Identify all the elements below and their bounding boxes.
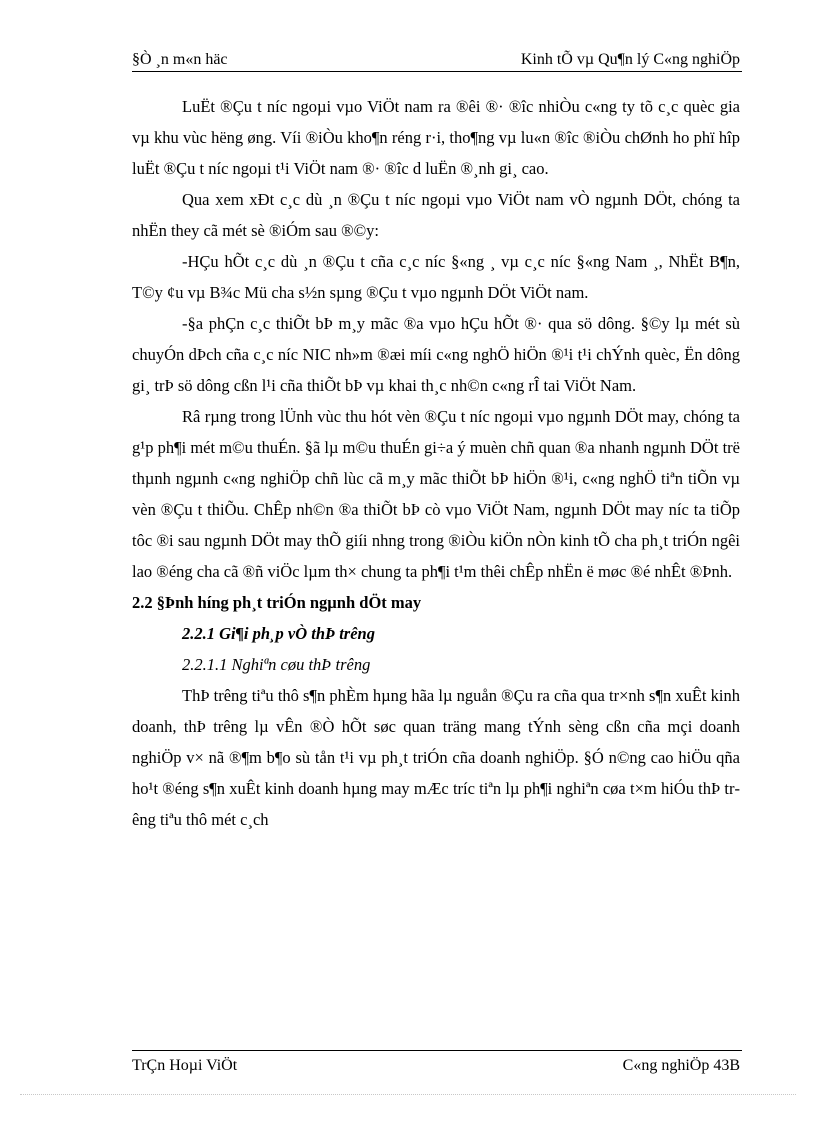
page-break-line [20, 1094, 796, 1095]
paragraph-3: -HÇu hÕt c¸c dù ¸n ®Çu t cña c¸c níc §«ng ¸ vµ c¸c níc §«ng Nam ¸, NhËt B¶n, T©y ¢u vµ B¾c Mü cha s½n sµng ®Çu t vµo ngµnh DÖt ViÖt nam. [132, 252, 740, 302]
page-body [132, 91, 740, 835]
subsection-heading: 2.2.1 Gi¶i ph¸p vÒ thÞ trêng [182, 624, 375, 643]
header-rule [132, 71, 742, 72]
paragraph-5: Râ rµng trong lÜnh vùc thu hót vèn ®Çu t níc ngoµi vµo ngµnh DÖt may, chóng ta g¹p ph¶i mét m©u thuÉn. §ã lµ m©u thuÉn gi÷a ý muèn chñ quan ®a nhanh ngµnh DÖt trë thµnh ngµnh c«ng nghiÖp chñ lùc cã m¸y mãc thiÕt bÞ hiÖn ®¹i, c«ng nghÖ tiªn tiÕn vµ vèn ®Çu t thiÕu. ChÊp nh©n ®a thiÕt bÞ cò vµo ViÖt Nam, ngµnh DÖt may níc ta tiÕp tôc ®i sau ngµnh DÖt may thÕ giíi nhng trong ®iÒu kiÖn nÒn kinh tÕ cha ph¸t triÓn ngêi lao ®éng cha cã ®ñ viÖc lµm th× chung ta ph¶i t¹m thêi chÊp nhËn ë møc ®é nhÊt ®Þnh. [132, 407, 740, 581]
footer-rule [132, 1050, 742, 1051]
footer-right-text: C«ng nghiÖp 43B [622, 1057, 740, 1074]
section-heading: 2.2 §Þnh híng ph¸t triÓn ngµnh dÖt may [132, 593, 422, 612]
header-left-text: §Ò ¸n m«n häc [132, 51, 228, 68]
footer-left-text: TrÇn Hoµi ViÖt [132, 1057, 238, 1074]
subsubsection-heading: 2.2.1.1 Nghiªn cøu thÞ trêng [182, 655, 371, 674]
paragraph-4: -§a phÇn c¸c thiÕt bÞ m¸y mãc ®a vµo hÇu hÕt ®· qua sö dông. §©y lµ mét sù chuyÓn dÞch cña c¸c níc NIC nh»m ®æi míi c«ng nghÖ hiÖn ®¹i t¹i chÝnh quèc, Ën dông gi¸ trÞ sö dông cßn l¹i cña thiÕt bÞ vµ khai th¸c nh©n c«ng rÎ tai ViÖt Nam. [132, 314, 740, 395]
header-right-text: Kinh tÕ vµ Qu¶n lý C«ng nghiÖp [520, 51, 740, 68]
paragraph-2: Qua xem xÐt c¸c dù ¸n ®Çu t níc ngoµi vµo ViÖt nam vÒ ngµnh DÖt, chóng ta nhËn they cã mét sè ®iÓm sau ®©y: [132, 190, 740, 240]
paragraph-6: ThÞ trêng tiªu thô s¶n phÈm hµng hãa lµ nguån ®Çu ra cña qua tr×nh s¶n xuÊt kinh doanh, thÞ trêng lµ vÊn ®Ò hÕt søc quan träng mang tÝnh sèng cßn cña mçi doanh nghiÖp v× nã ®¶m b¶o sù tån t¹i vµ ph¸t triÓn cña doanh nghiÖp. §Ó n©ng cao hiÖu qña ho¹t ®éng s¶n xuÊt kinh doanh hµng may mÆc tríc tiªn lµ ph¶i nghiªn cøa t×m hiÓu thÞ trêng tiªu thô mét c¸ch [132, 686, 740, 829]
paragraph-1: LuËt ®Çu t níc ngoµi vµo ViÖt nam ra ®êi ®· ®îc nhiÒu c«ng ty tõ c¸c quèc gia vµ khu vùc hëng øng. Víi ®iÒu kho¶n réng r·i, tho¶ng vµ lu«n ®îc ®iÒu chØnh ho phï hîp luËt ®Çu t níc ngoµi t¹i ViÖt nam ®· ®îc d luËn ®¸nh gi¸ cao. [132, 97, 740, 178]
